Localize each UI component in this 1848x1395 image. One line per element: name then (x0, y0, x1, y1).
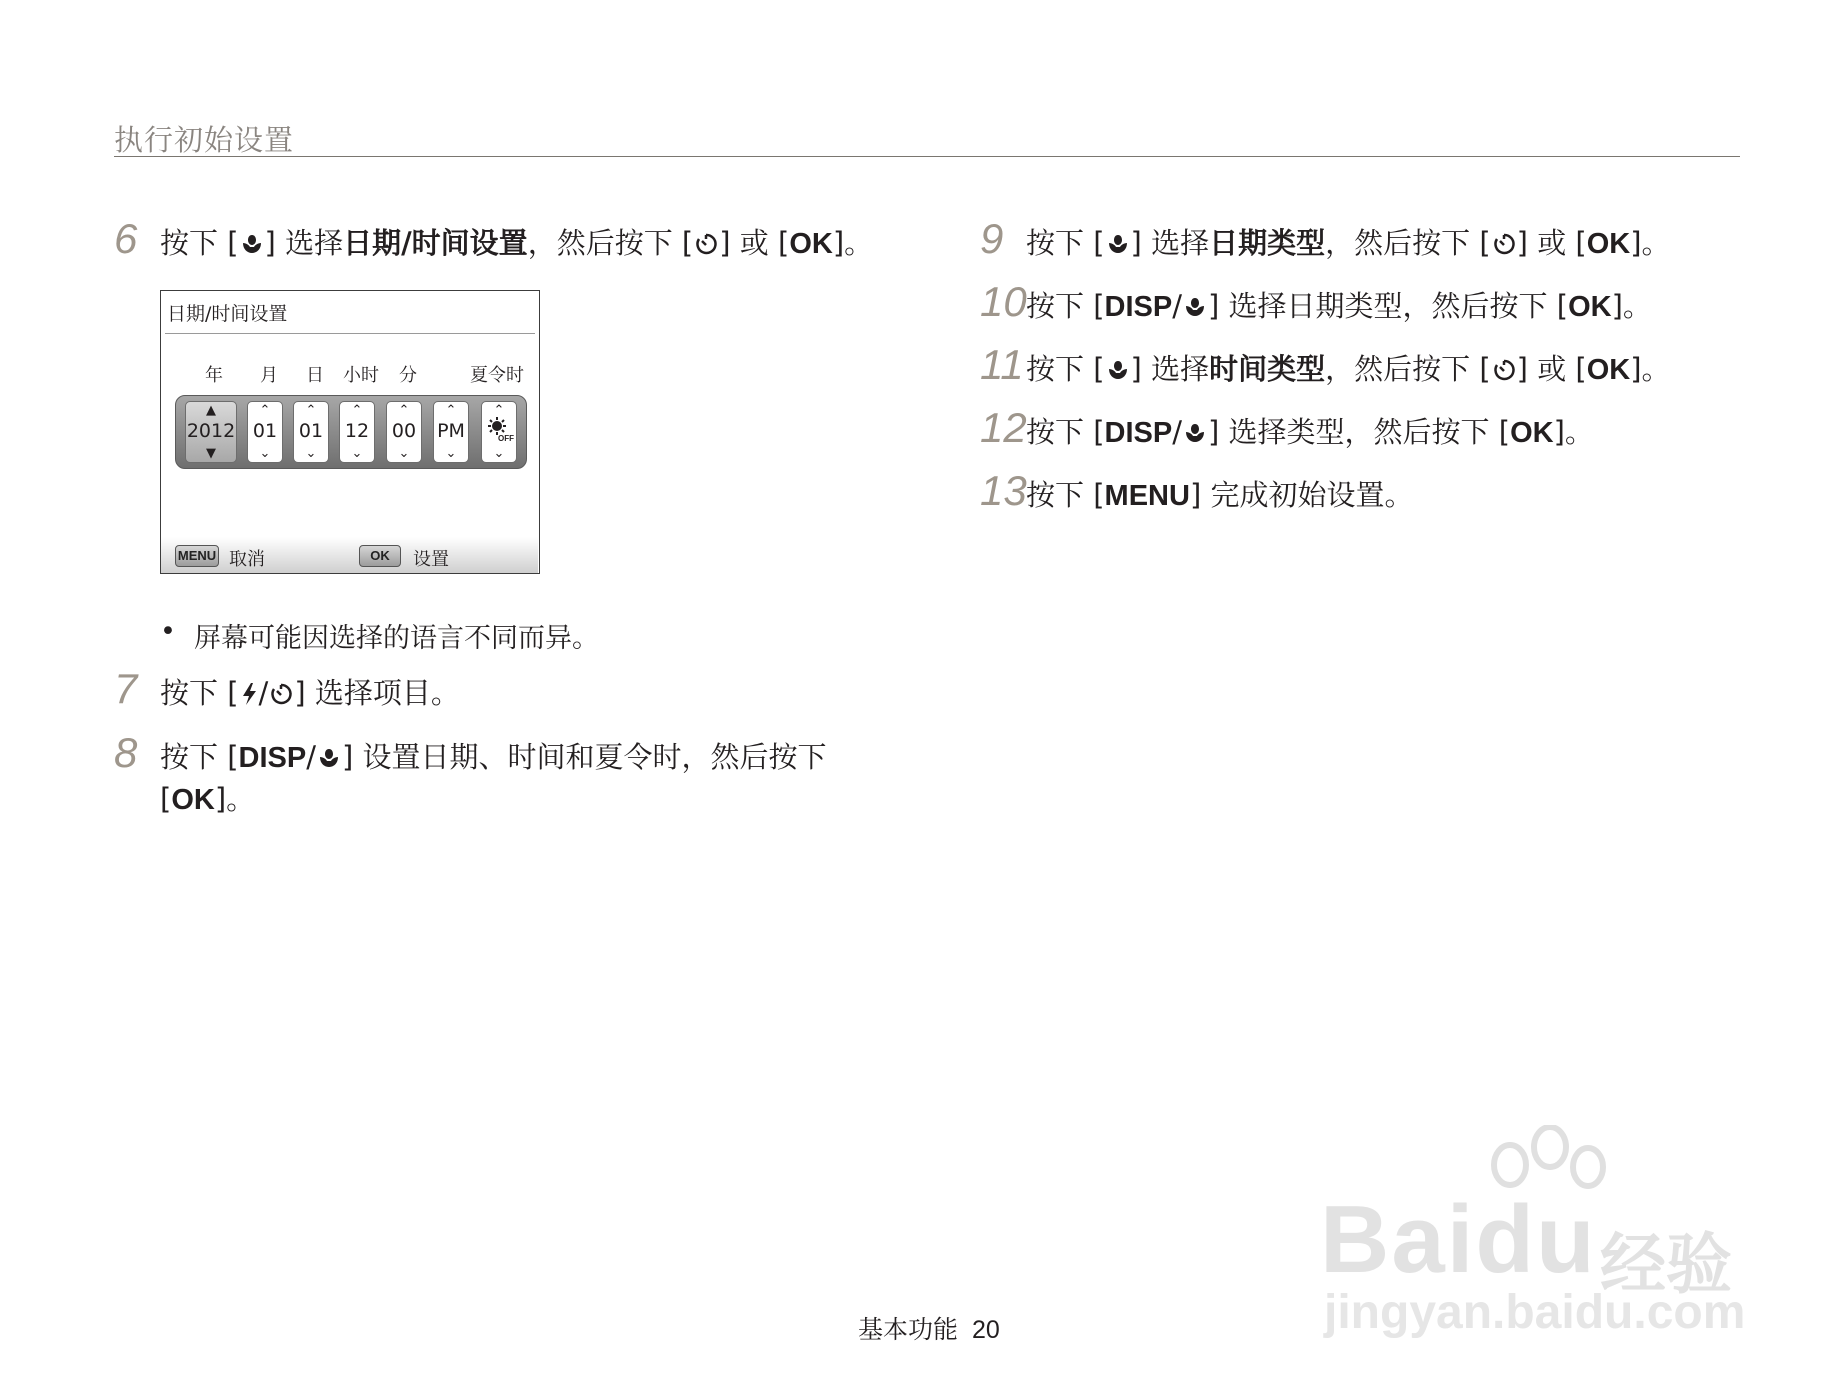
label-dst: 夏令时 (470, 365, 524, 386)
ok-key: OK (171, 784, 215, 816)
timer-icon (1491, 352, 1517, 394)
chevron-up-icon: ⌃ (351, 403, 363, 418)
step-text-part: ，然后按下 [ (1325, 352, 1491, 386)
watermark-cn: 经验 (1600, 1226, 1732, 1303)
dst-sun-icon (482, 416, 516, 447)
page-footer (858, 1310, 1000, 1346)
step-text (1026, 474, 1413, 517)
step-number: 12 (980, 404, 1027, 451)
step-text-part: ] 选择 (264, 226, 344, 260)
timer-icon (268, 676, 294, 718)
date-time-settings-screen (160, 290, 540, 574)
step-text-part: / (1172, 415, 1183, 449)
step-text-part: ，然后按下 [ (527, 226, 694, 260)
flash-icon (239, 676, 259, 718)
chevron-down-icon: ⌄ (493, 446, 505, 461)
step-text-part: / (1172, 289, 1183, 323)
macro-icon (1105, 226, 1131, 268)
ok-key: OK (789, 228, 833, 260)
disp-key: DISP (238, 742, 307, 774)
ok-key: OK (1568, 291, 1612, 323)
macro-icon (1105, 352, 1131, 394)
step-text (1026, 222, 1671, 268)
step-text-part: ]。 (832, 226, 874, 260)
step-text-part: / (306, 740, 317, 774)
step-number: 6 (114, 215, 138, 262)
step-text-line2 (160, 778, 255, 821)
page-number: 20 (972, 1316, 1000, 1344)
macro-icon (1182, 415, 1208, 457)
hour-value: 12 (344, 420, 370, 442)
step-text-part: 按下 [ (1026, 352, 1105, 386)
step-text-part: ，然后按下 [ (1325, 226, 1491, 260)
step-text-part: ] 选择项目。 (294, 676, 460, 710)
chevron-up-icon: ⌃ (259, 403, 271, 418)
step-text-part: [ (160, 782, 172, 816)
step-text-part: ] 或 [ (1516, 226, 1587, 260)
menu-badge[interactable]: MENU (175, 545, 219, 567)
step-text-part: ] 完成初始设置。 (1189, 478, 1414, 512)
chevron-down-icon: ⌄ (351, 446, 363, 461)
step-number: 7 (114, 665, 138, 712)
chevron-up-icon: ⌃ (445, 403, 457, 418)
step-text-part: ]。 (1553, 415, 1594, 449)
baidu-jingyan-watermark (1320, 1125, 1746, 1339)
note-text: 屏幕可能因选择的语言不同而异。 (194, 623, 599, 654)
bullet: • (160, 616, 176, 647)
step-text-part: 按下 [ (160, 676, 239, 710)
step-text-part: ] 或 [ (719, 226, 790, 260)
year-value: 2012 (186, 420, 236, 442)
timer-icon (1491, 226, 1517, 268)
step-number: 9 (980, 215, 1004, 262)
picker-ampm[interactable] (433, 401, 469, 463)
step-text-part: ] 选择类型，然后按下 [ (1208, 415, 1511, 449)
step-text-part: ]。 (1630, 352, 1671, 386)
step-text (160, 736, 827, 782)
step-text-part: 按下 [ (1026, 415, 1105, 449)
step-text (1026, 285, 1652, 331)
macro-icon (316, 740, 342, 782)
step-text-part: ] 选择 (1130, 352, 1210, 386)
step-text-part: / (258, 676, 269, 710)
label-hour: 小时 (343, 365, 379, 386)
step-number: 13 (980, 467, 1027, 514)
minute-value: 00 (391, 420, 417, 442)
step-text-part: 按下 [ (1026, 226, 1105, 260)
macro-icon (239, 226, 265, 268)
disp-key: DISP (1104, 417, 1173, 449)
picker-day[interactable] (293, 401, 329, 463)
screen-divider (165, 333, 535, 334)
ok-badge[interactable]: OK (359, 545, 401, 567)
picker-month[interactable] (247, 401, 283, 463)
step-bold-term: 时间类型 (1209, 352, 1326, 386)
svg-text:OFF: OFF (498, 434, 514, 442)
label-month: 月 (260, 365, 278, 386)
label-day: 日 (306, 365, 324, 386)
set-label: 设置 (413, 549, 449, 570)
page-section-title: 执行初始设置 (114, 123, 295, 157)
chevron-up-icon: ⌃ (305, 403, 317, 418)
chevron-down-icon: ⌄ (259, 446, 271, 461)
timer-icon (693, 226, 719, 268)
ampm-value: PM (437, 420, 465, 442)
cancel-label: 取消 (229, 549, 265, 570)
step-text-part: ] 设置日期、时间和夏令时，然后按下 (342, 740, 827, 774)
step-text-part: ]。 (1630, 226, 1671, 260)
step-text (1026, 348, 1671, 394)
step-number: 10 (980, 278, 1027, 325)
step-number: 11 (980, 341, 1024, 388)
chevron-down-icon: ⌄ (305, 446, 317, 461)
step-text-part: ] 或 [ (1516, 352, 1587, 386)
picker-year[interactable] (185, 401, 237, 463)
picker-hour[interactable] (339, 401, 375, 463)
footer-section: 基本功能 (858, 1315, 959, 1344)
label-minute: 分 (399, 365, 417, 386)
step-text-part: 按下 [ (1026, 289, 1105, 323)
ok-key: OK (1586, 354, 1631, 386)
month-value: 01 (252, 420, 278, 442)
chevron-up-icon: ⌃ (493, 403, 505, 418)
arrow-down-icon: ▼ (206, 446, 216, 461)
step-text-part: ] 选择 (1130, 226, 1210, 260)
step-text (160, 222, 873, 268)
macro-icon (1182, 289, 1208, 331)
step-text (160, 672, 460, 718)
screen-title: 日期/时间设置 (167, 303, 288, 325)
menu-key: MENU (1104, 480, 1190, 512)
picker-dst[interactable] (481, 401, 517, 463)
header-divider (114, 156, 1740, 157)
chevron-up-icon: ⌃ (398, 403, 410, 418)
step-number: 8 (114, 729, 138, 776)
step-text-part: ]。 (214, 782, 256, 816)
step-text (1026, 411, 1594, 457)
step-text-part: 按下 [ (1026, 478, 1105, 512)
watermark-url: jingyan.baidu.com (1324, 1286, 1746, 1339)
step-bold-term: 日期/时间设置 (343, 226, 528, 260)
step-text-part: 按下 [ (160, 226, 239, 260)
disp-key: DISP (1104, 291, 1173, 323)
step-text-part: ] 选择日期类型，然后按下 [ (1208, 289, 1569, 323)
label-year: 年 (205, 365, 223, 386)
chevron-down-icon: ⌄ (398, 446, 410, 461)
step-bold-term: 日期类型 (1209, 226, 1326, 260)
arrow-up-icon: ▲ (206, 403, 216, 418)
step-text-part: ]。 (1611, 289, 1652, 323)
watermark-brand: Baidu (1320, 1186, 1597, 1293)
chevron-down-icon: ⌄ (445, 446, 457, 461)
screen-footer (161, 537, 538, 573)
day-value: 01 (298, 420, 324, 442)
ok-key: OK (1510, 417, 1554, 449)
picker-minute[interactable] (386, 401, 422, 463)
step-text-part: 按下 [ (160, 740, 239, 774)
ok-key: OK (1586, 228, 1631, 260)
